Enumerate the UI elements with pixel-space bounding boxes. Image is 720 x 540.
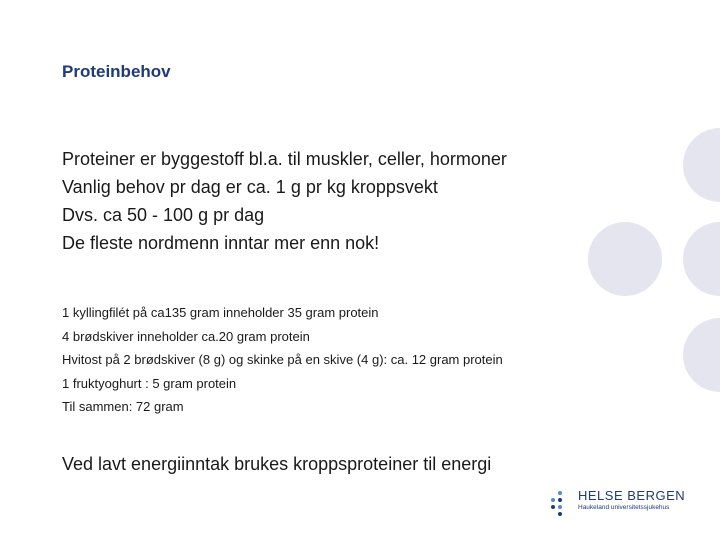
detail-item: Hvitost på 2 brødskiver (8 g) og skinke på en skive (4 g): ca. 12 gram protein [62,352,503,367]
helse-bergen-logo [548,488,708,518]
detail-item: 1 kyllingfilét på ca135 gram inneholder 35 gram protein [62,305,379,320]
decor-circle [683,318,720,392]
closing-statement: Ved lavt energiinntak brukes kroppsproteiner til energi [62,454,492,474]
main-points-list [62,145,507,257]
main-point: Proteiner er byggestoff bl.a. til muskler, celler, hormoner [62,149,507,169]
detail-item: Til sammen: 72 gram [62,399,184,414]
details-list [62,301,503,419]
logo-subtitle: Haukeland universitetssjukehus [578,504,670,511]
decor-circle [683,222,720,296]
detail-item: 1 fruktyoghurt : 5 gram protein [62,375,237,391]
logo-dots-icon [548,490,572,516]
detail-item: 4 brødskiver inneholder ca.20 gram protein [62,328,310,344]
logo-name: HELSE BERGEN [578,488,686,503]
main-point: Vanlig behov pr dag er ca. 1 g pr kg kroppsvekt [62,177,438,197]
slide-title: Proteinbehov [62,62,171,81]
decor-circle [588,222,662,296]
main-point: Dvs. ca 50 - 100 g pr dag [62,205,265,225]
decor-circle [683,128,720,202]
main-point: De fleste nordmenn inntar mer enn nok! [62,233,380,253]
